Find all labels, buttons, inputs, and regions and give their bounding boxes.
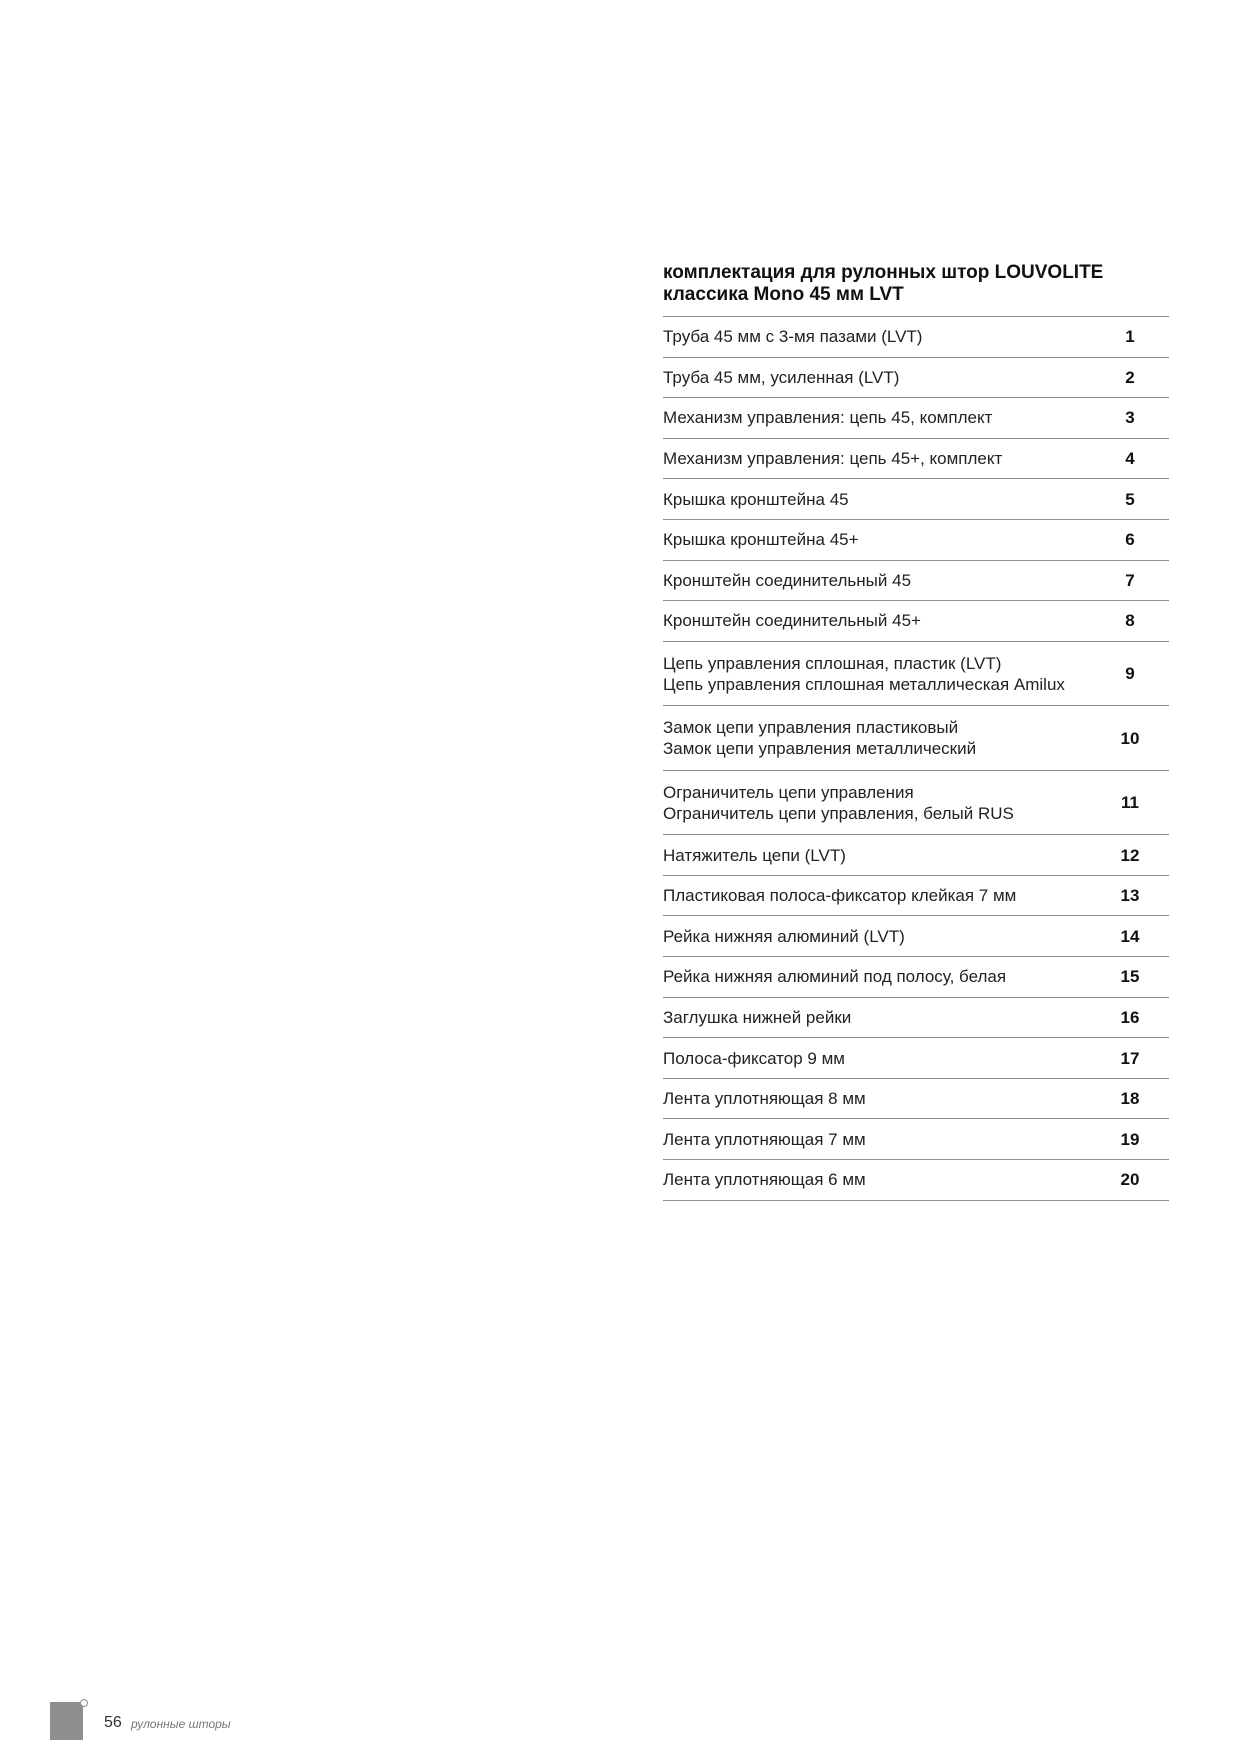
component-name [663, 1119, 1103, 1160]
component-name-line: Рейка нижняя алюминий под полосу, белая [663, 967, 1007, 987]
table-row [663, 601, 1169, 642]
table-row [663, 957, 1169, 998]
components-table-body [663, 317, 1169, 1201]
component-name-line: Кронштейн соединительный 45+ [663, 611, 921, 631]
component-number: 2 [1125, 367, 1135, 387]
component-number: 9 [1125, 664, 1135, 683]
component-name [663, 438, 1103, 479]
components-table [663, 316, 1169, 1201]
table-row [663, 357, 1169, 398]
component-number: 12 [1120, 845, 1140, 865]
component-name-line: Лента уплотняющая 8 мм [663, 1089, 866, 1109]
component-number: 14 [1120, 926, 1140, 946]
component-number: 19 [1120, 1129, 1140, 1149]
table-row [663, 835, 1169, 876]
table-row [663, 317, 1169, 358]
table-row [663, 641, 1169, 706]
component-number: 15 [1120, 967, 1140, 987]
component-name-line: Труба 45 мм, усиленная (LVT) [663, 367, 900, 387]
component-number: 6 [1125, 530, 1135, 550]
table-row [663, 916, 1169, 957]
table-row [663, 706, 1169, 771]
component-name-line: Натяжитель цепи (LVT) [663, 845, 846, 865]
component-name-line: Пластиковая полоса-фиксатор клейкая 7 мм [663, 886, 1017, 906]
component-name-line: Крышка кронштейна 45 [663, 489, 849, 509]
component-number: 11 [1121, 793, 1139, 812]
table-row [663, 1119, 1169, 1160]
component-name [663, 957, 1103, 998]
component-name-line: Ограничитель цепи управления, белый RUS [663, 803, 1014, 823]
component-name-line: Заглушка нижней рейки [663, 1007, 852, 1027]
component-number: 8 [1125, 611, 1135, 631]
component-number: 17 [1120, 1048, 1140, 1068]
component-name [663, 519, 1103, 560]
component-number: 7 [1125, 570, 1135, 590]
component-name [663, 1160, 1103, 1201]
component-number: 5 [1125, 489, 1135, 509]
component-name-line: Механизм управления: цепь 45+, комплект [663, 449, 1003, 469]
table-row [663, 479, 1169, 520]
component-name [663, 601, 1103, 642]
component-name-line: Замок цепи управления металлический [663, 739, 977, 758]
table-row [663, 997, 1169, 1038]
component-name-line: Замок цепи управления пластиковый [663, 718, 959, 737]
component-name [663, 875, 1103, 916]
component-name-line: Лента уплотняющая 6 мм [663, 1170, 866, 1190]
component-name-line: Кронштейн соединительный 45 [663, 570, 912, 590]
table-row [663, 438, 1169, 479]
component-name-line: Труба 45 мм с 3-мя пазами (LVT) [663, 327, 923, 347]
component-number: 16 [1120, 1007, 1140, 1027]
table-row [663, 1038, 1169, 1079]
section-label: рулонные шторы [131, 1717, 231, 1731]
component-name [663, 357, 1103, 398]
component-number: 20 [1120, 1170, 1140, 1190]
component-name-line: Крышка кронштейна 45+ [663, 530, 859, 550]
component-number: 3 [1125, 408, 1135, 428]
component-name-line: Цепь управления сплошная металлическая Amilux [663, 674, 1065, 694]
component-name [663, 317, 1103, 358]
component-name [663, 916, 1103, 957]
component-name [663, 560, 1103, 601]
table-row [663, 1078, 1169, 1119]
component-name-line: Лента уплотняющая 7 мм [663, 1129, 866, 1149]
component-number: 18 [1120, 1089, 1140, 1109]
component-name-line: Рейка нижняя алюминий (LVT) [663, 926, 905, 946]
component-name [663, 997, 1103, 1038]
component-name [663, 479, 1103, 520]
component-number: 13 [1120, 886, 1140, 906]
component-name [663, 706, 1103, 771]
table-row [663, 560, 1169, 601]
spec-section [663, 262, 1169, 1201]
component-name-line: Цепь управления сплошная, пластик (LVT) [663, 653, 1002, 673]
component-name [663, 1038, 1103, 1079]
component-number: 1 [1125, 327, 1135, 347]
table-row [663, 519, 1169, 560]
table-row [663, 770, 1169, 835]
spec-title-line-1: комплектация для рулонных штор LOUVOLITE [663, 262, 1104, 283]
table-row [663, 875, 1169, 916]
component-name-line: Механизм управления: цепь 45, комплект [663, 408, 993, 428]
footer-marker-dot [80, 1699, 88, 1707]
component-name [663, 1078, 1103, 1119]
component-name-line: Полоса-фиксатор 9 мм [663, 1048, 845, 1068]
page-number: 56 [104, 1714, 122, 1731]
component-number: 4 [1125, 449, 1135, 469]
component-name [663, 641, 1103, 706]
table-row [663, 398, 1169, 439]
page-footer [50, 1702, 350, 1742]
footer-marker-block [50, 1702, 83, 1740]
table-row [663, 1160, 1169, 1201]
component-name-line: Ограничитель цепи управления [663, 782, 914, 802]
component-name [663, 770, 1103, 835]
component-number: 10 [1120, 728, 1140, 748]
component-name [663, 398, 1103, 439]
spec-title-line-2: классика Mono 45 мм LVT [663, 284, 904, 305]
component-name [663, 835, 1103, 876]
spec-title [663, 262, 1169, 306]
